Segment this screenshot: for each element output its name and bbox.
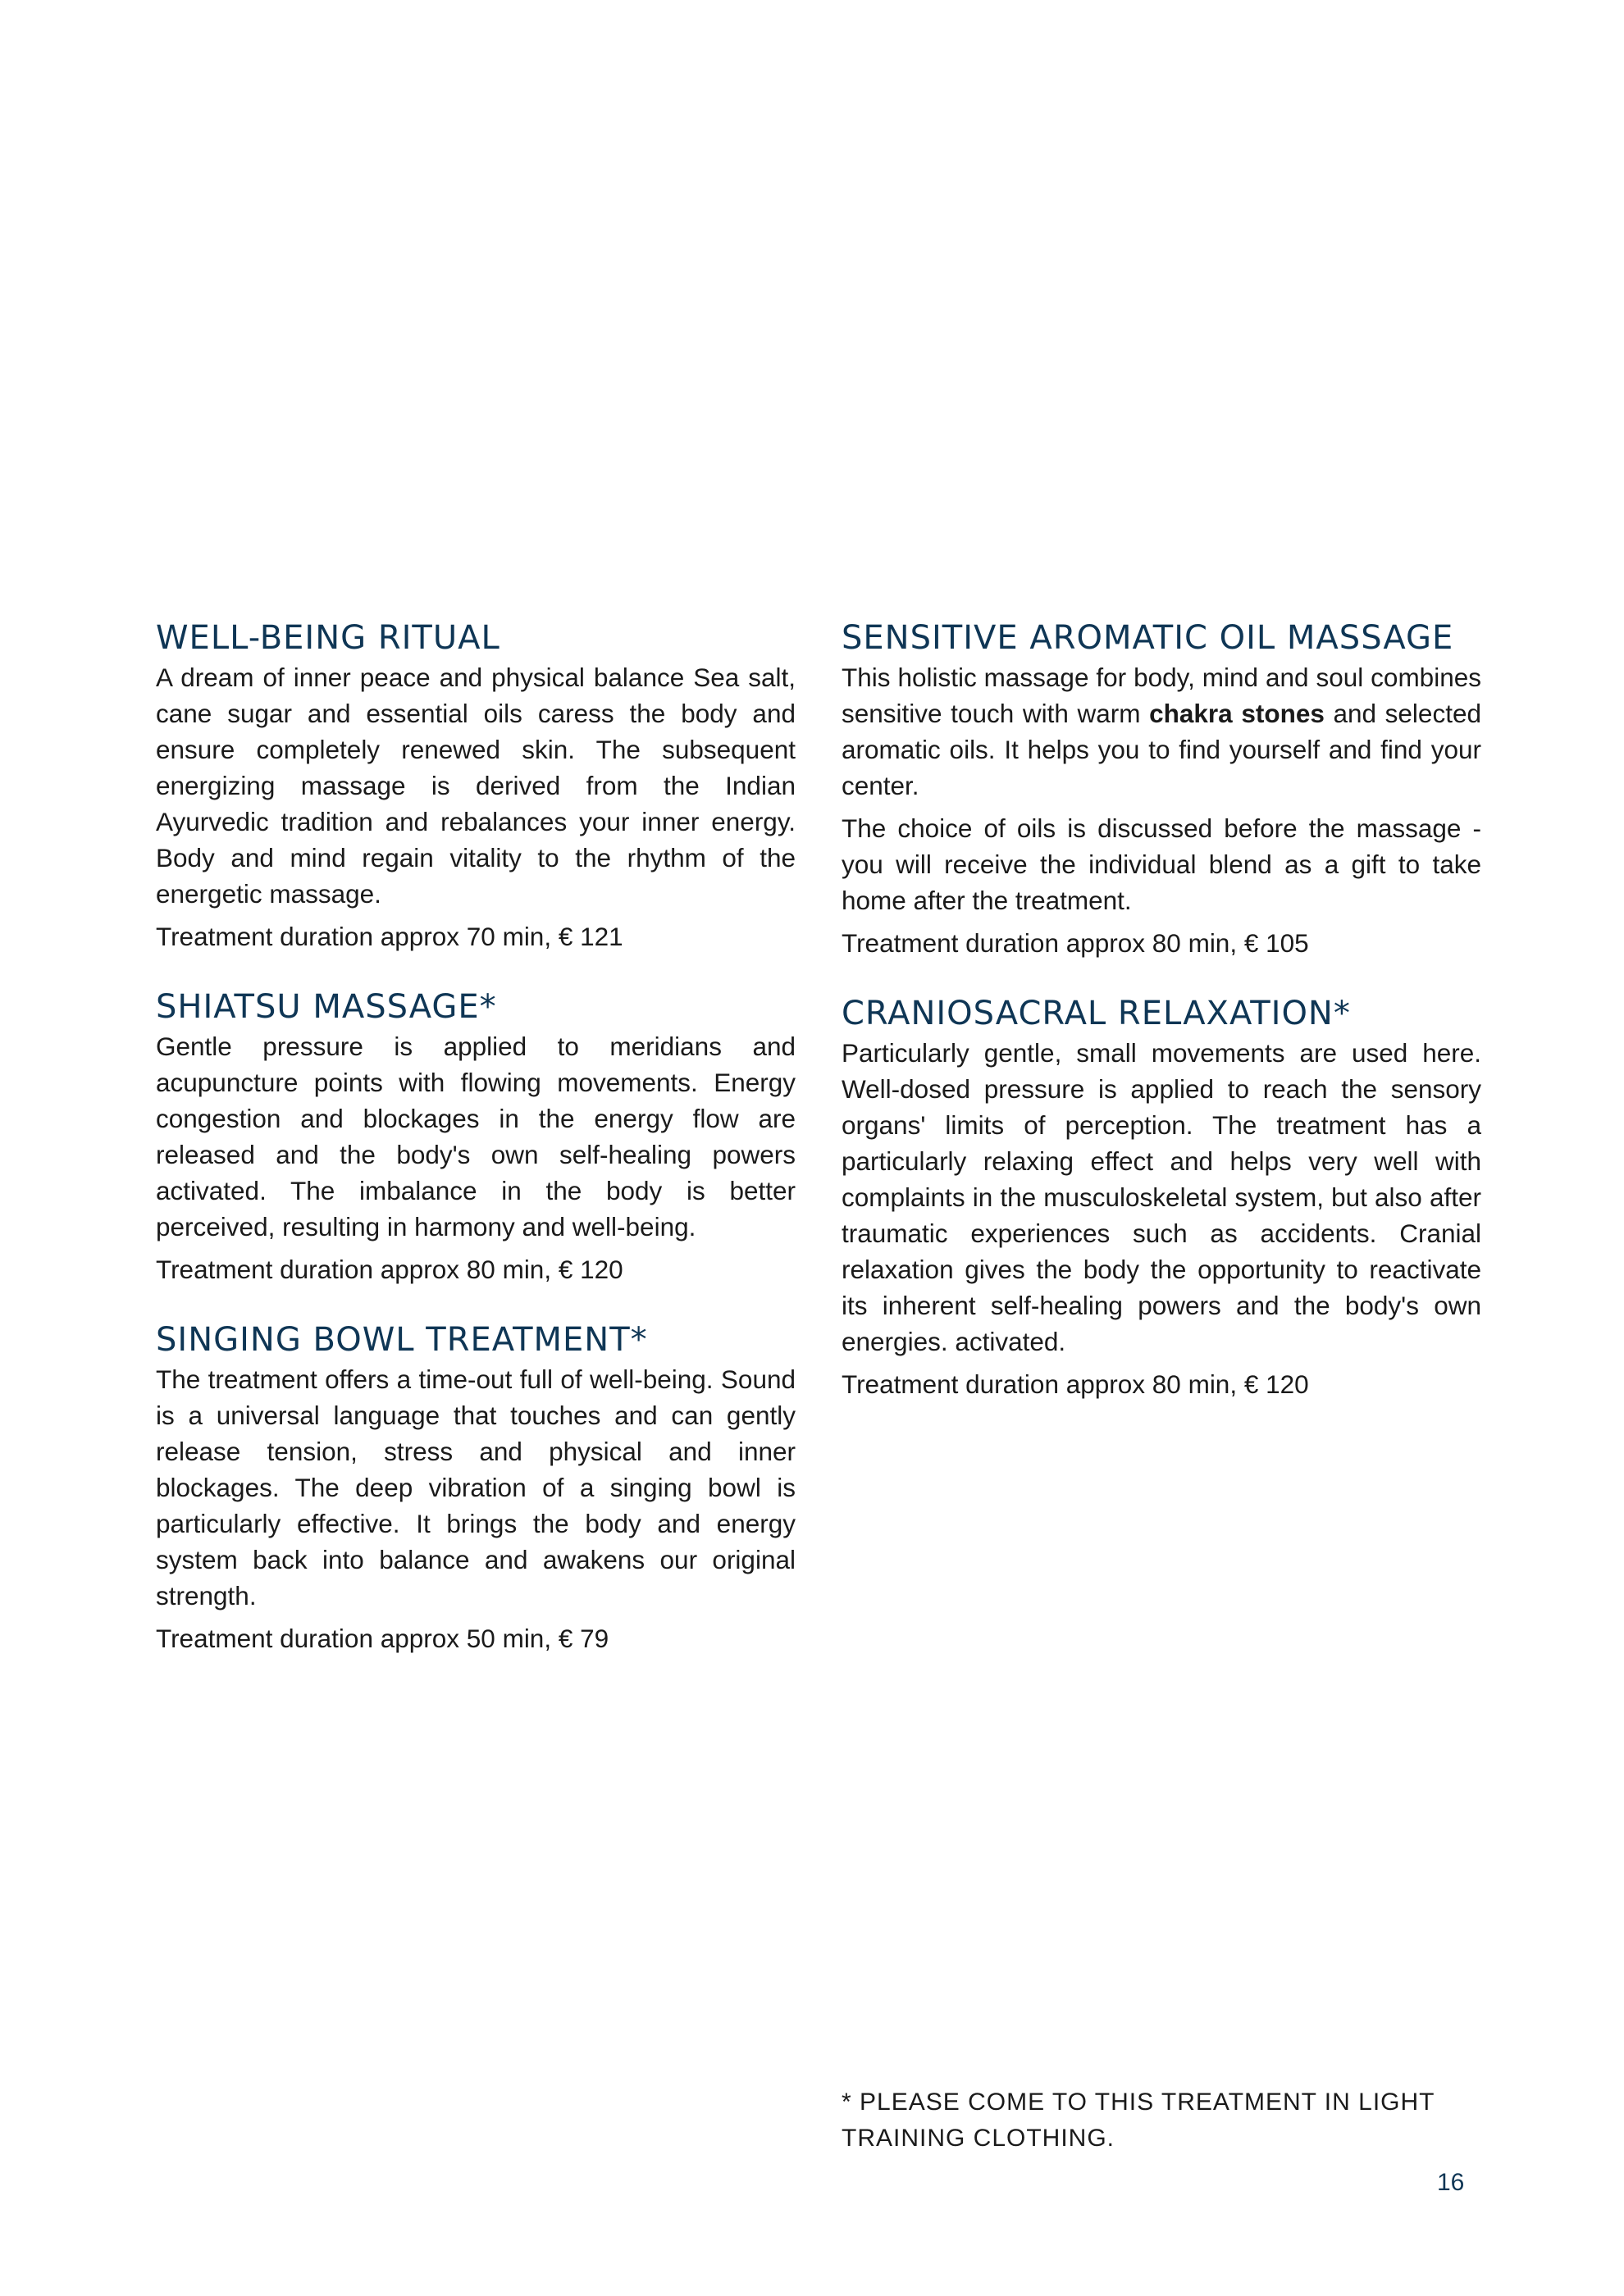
footnote-line: TRAINING CLOTHING.: [842, 2125, 1115, 2152]
footnote: [842, 2084, 1498, 2157]
treatment-duration: Treatment duration approx 50 min, € 79: [156, 1624, 609, 1653]
section-description: A dream of inner peace and physical balance Sea salt, cane sugar and essential oils caress the body and ensure completely renewed skin. The subsequent energizing massage is derived from the Indian Ayurvedic tradition and rebalances your inner energy. Body and mind regain vitality to the rhythm of the energetic massage.: [156, 663, 796, 909]
treatment-duration: Treatment duration approx 80 min, € 105: [842, 928, 1309, 958]
section-heading: SINGING BOWL TREATMENT*: [156, 1321, 648, 1359]
description-text: and selected aromatic oils. It helps you to find yourself and find your center.: [842, 699, 1481, 800]
description-text: This holistic massage for body, mind and soul combines sensitive touch with warm: [842, 663, 1481, 728]
treatment-duration: Treatment duration approx 70 min, € 121: [156, 922, 623, 951]
section-shiatsu-massage: [156, 986, 796, 1287]
section-description: [842, 659, 1481, 804]
left-column: [156, 617, 796, 1688]
highlighted-text: chakra stones: [1149, 699, 1325, 728]
section-singing-bowl-treatment: [156, 1319, 796, 1656]
section-description: The treatment offers a time-out full of well-being. Sound is a universal language that touches and can gently release tension, stress and physical and inner blockages. The deep vibration of a singing bowl is particularly effective. It brings the body and energy system back into balance and awakens our original strength.: [156, 1364, 796, 1610]
section-description: The choice of oils is discussed before the massage - you will receive the individual blend as a gift to take home after the treatment.: [842, 813, 1481, 915]
page-number: 16: [1437, 2169, 1465, 2196]
right-column: [842, 617, 1481, 1433]
section-sensitive-aromatic-oil-massage: [842, 617, 1481, 961]
section-heading: CRANIOSACRAL RELAXATION*: [842, 995, 1351, 1032]
section-heading: SHIATSU MASSAGE*: [156, 988, 497, 1026]
section-heading: WELL-BEING RITUAL: [156, 619, 500, 657]
section-craniosacral-relaxation: [842, 992, 1481, 1402]
footnote-line: * PLEASE COME TO THIS TREATMENT IN LIGHT: [842, 2089, 1435, 2116]
section-description: Particularly gentle, small movements are used here. Well-dosed pressure is applied to reach the sensory organs' limits of perception. The treatment has a particularly relaxing effect and helps very well with complaints in the musculoskeletal system, but also after traumatic experiences such as accidents. Cranial relaxation gives the body the opportunity to reactivate its inherent self-healing powers and the body's own energies. activated.: [842, 1038, 1481, 1356]
section-heading: SENSITIVE AROMATIC OIL MASSAGE: [842, 619, 1454, 657]
treatment-duration: Treatment duration approx 80 min, € 120: [156, 1255, 623, 1284]
treatment-duration: Treatment duration approx 80 min, € 120: [842, 1369, 1309, 1399]
section-well-being-ritual: [156, 617, 796, 954]
section-description: Gentle pressure is applied to meridians and acupuncture points with flowing movements. Energy congestion and blockages in the energy flow are released and the body's own self-healing powers activated. The imbalance in the body is better perceived, resulting in harmony and well-being.: [156, 1032, 796, 1241]
